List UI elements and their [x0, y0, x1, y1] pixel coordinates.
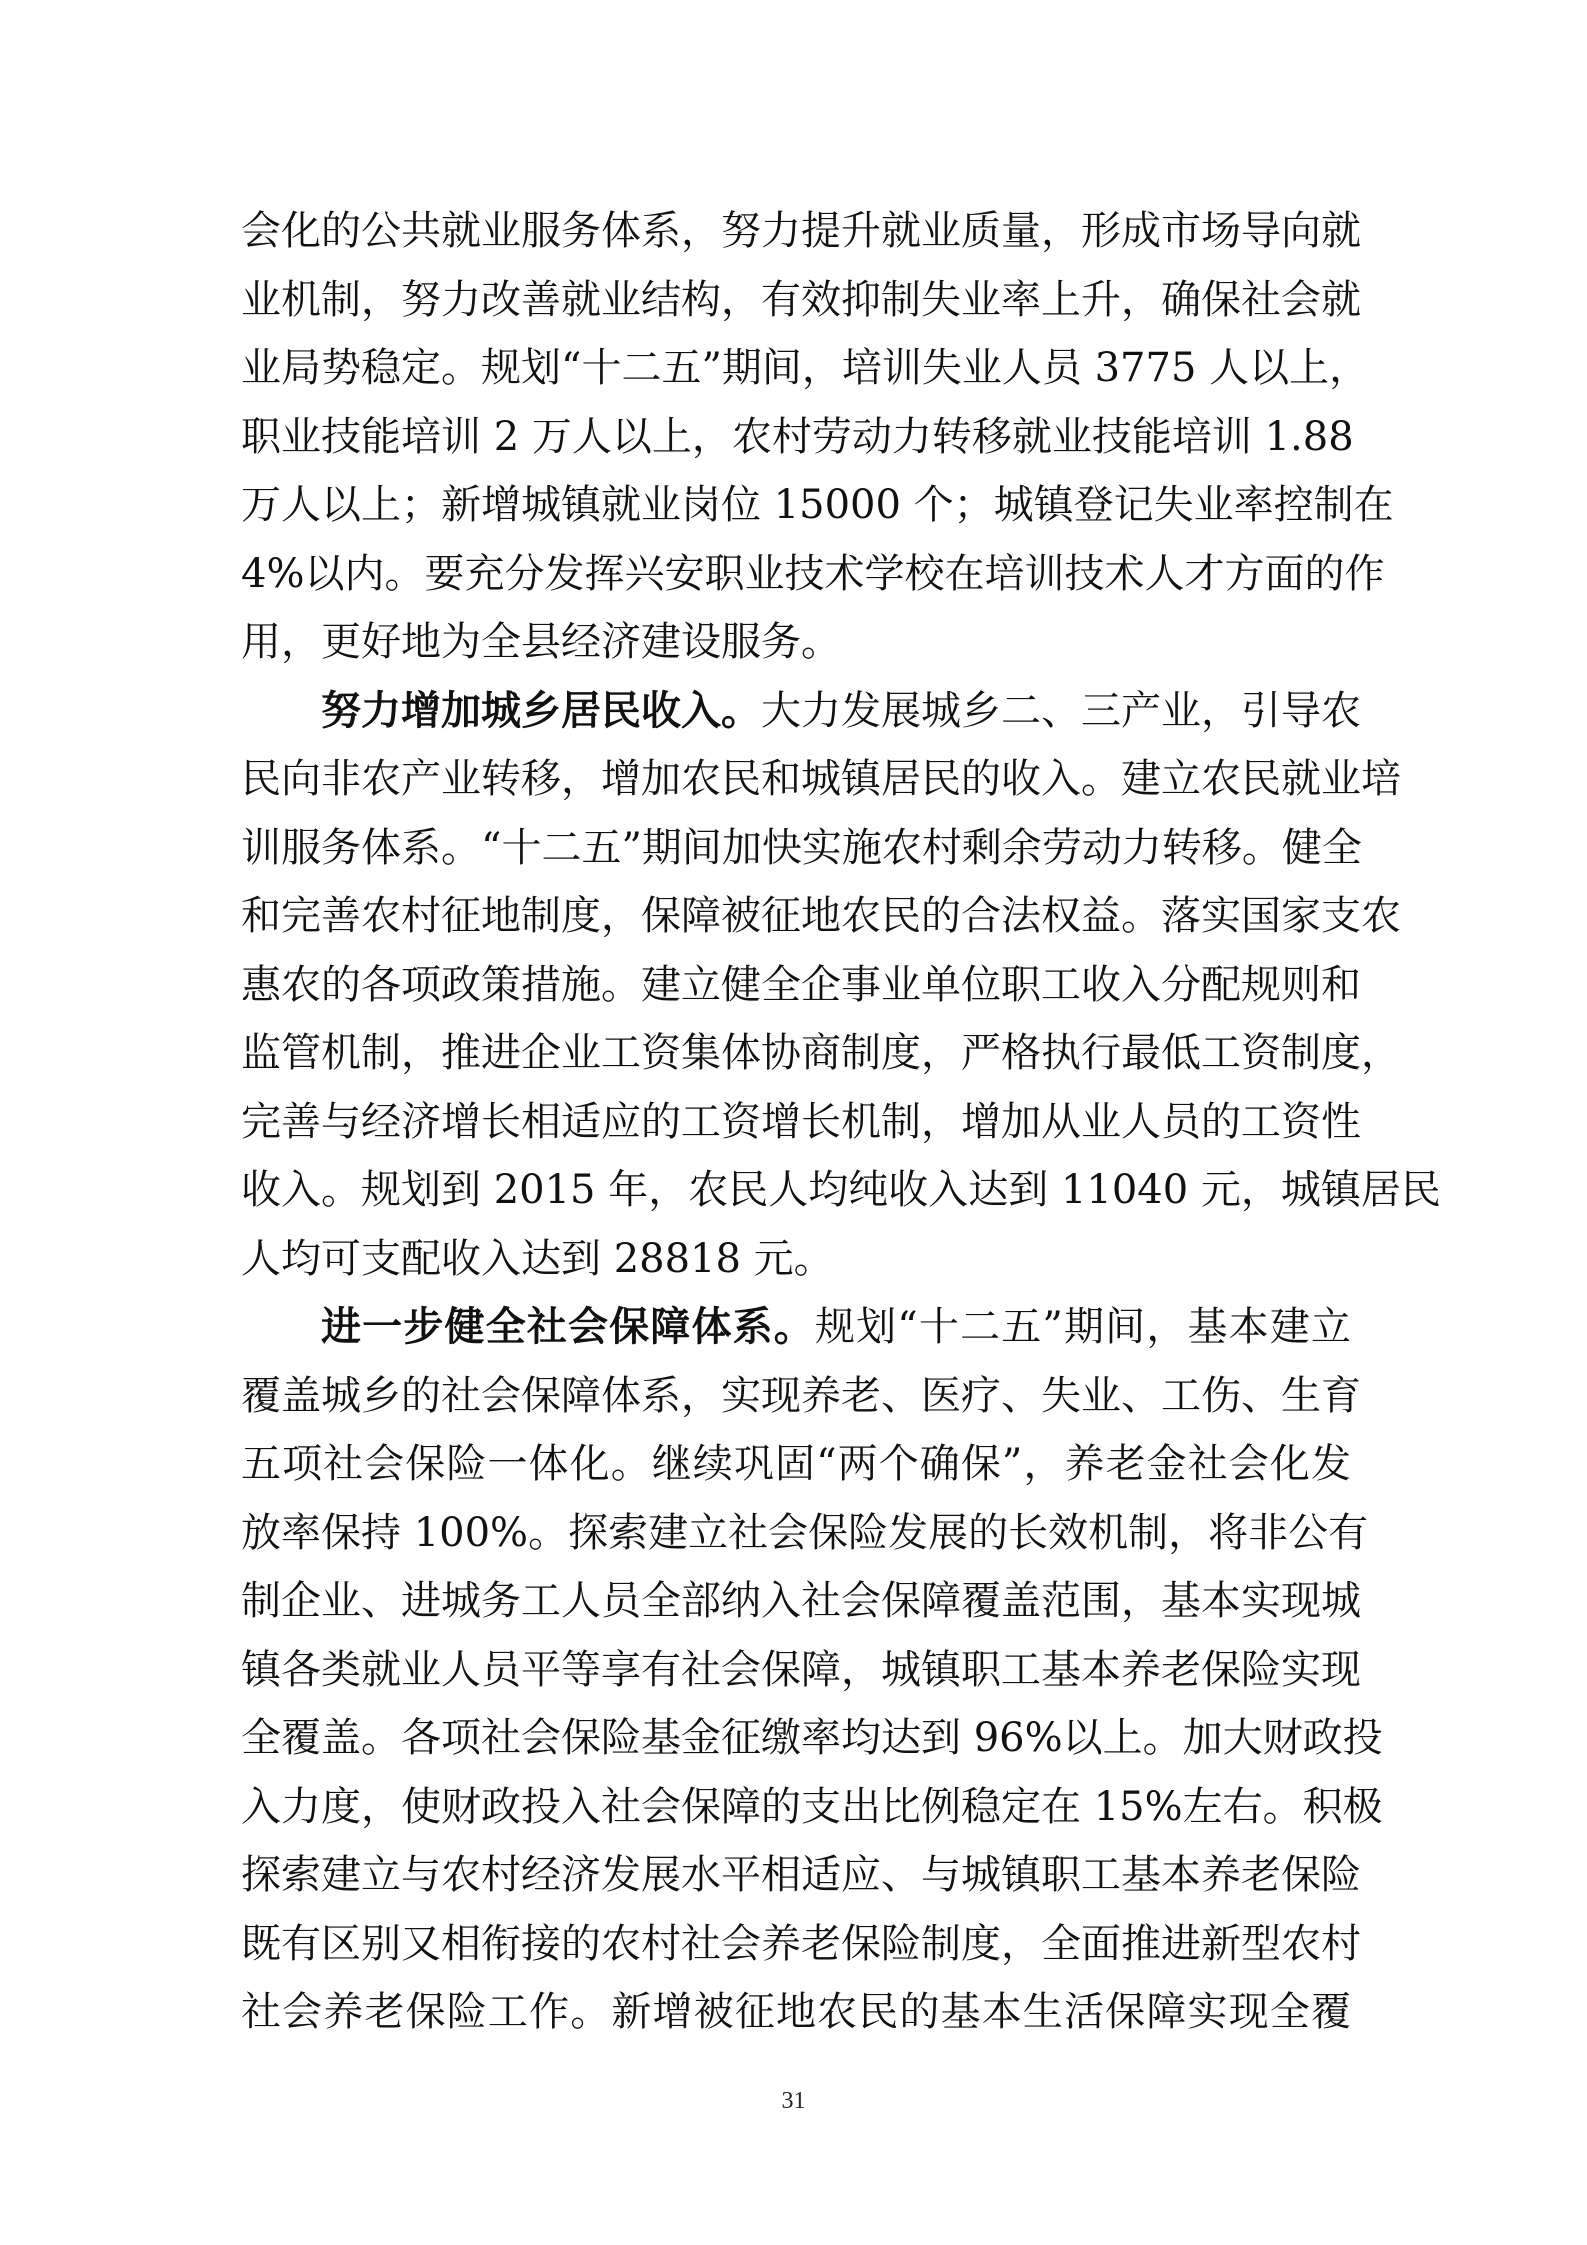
paragraph-3-line-6: 镇各类就业人员平等享有社会保障，城镇职工基本养老保险实现	[241, 1646, 1361, 1693]
paragraph-3-line-1	[241, 1293, 1351, 1362]
paragraph-2-line-8: 收入。规划到 2015 年，农民人均纯收入达到 11040 元，城镇居民	[241, 1167, 1441, 1213]
paragraph-1-line-3: 业局势稳定。规划“十二五”期间，培训失业人员 3775 人以上，	[241, 345, 1370, 391]
paragraph-1-line-6: 4%以内。要充分发挥兴安职业技术学校在培训技术人才方面的作	[241, 550, 1385, 597]
paragraph-3-line-5: 制企业、进城务工人员全部纳入社会保障覆盖范围，基本实现城	[241, 1578, 1361, 1624]
paragraph-3-line-2: 覆盖城乡的社会保障体系，实现养老、医疗、失业、工伤、生育	[241, 1372, 1361, 1419]
paragraph-1-line-5: 万人以上；新增城镇就业岗位 15000 个；城镇登记失业率控制在	[241, 482, 1394, 528]
paragraph-2-line-1	[241, 677, 1361, 746]
paragraph-3-line-3: 五项社会保险一体化。继续巩固“两个确保”，养老金社会化发	[241, 1441, 1351, 1487]
paragraph-3-line-9: 探索建立与农村经济发展水平相适应、与城镇职工基本养老保险	[241, 1852, 1361, 1898]
paragraph-3-line-7: 全覆盖。各项社会保险基金征缴率均达到 96%以上。加大财政投	[241, 1715, 1383, 1761]
paragraph-2-line-2: 民向非农产业转移，增加农民和城镇居民的收入。建立农民就业培	[241, 756, 1401, 802]
paragraph-2-line-6: 监管机制，推进企业工资集体协商制度，严格执行最低工资制度，	[241, 1030, 1401, 1076]
paragraph-2-line-7: 完善与经济增长相适应的工资增长机制，增加从业人员的工资性	[241, 1098, 1361, 1145]
paragraph-3-heading: 进一步健全社会保障体系。	[321, 1303, 815, 1350]
paragraph-2-first-line-text: 大力发展城乡二、三产业，引导农	[761, 687, 1361, 734]
paragraph-2-heading: 努力增加城乡居民收入。	[321, 686, 761, 734]
paragraph-3-line-4: 放率保持 100%。探索建立社会保险发展的长效机制，将非公有	[241, 1509, 1369, 1556]
body-text	[241, 197, 1441, 2047]
paragraph-3-line-10: 既有区别又相衔接的农村社会养老保险制度，全面推进新型农村	[241, 1920, 1361, 1967]
paragraph-2-line-3: 训服务体系。“十二五”期间加快实施农村剩余劳动力转移。健全	[241, 824, 1362, 871]
paragraph-1-line-4: 职业技能培训 2 万人以上，农村劳动力转移就业技能培训 1.88	[241, 413, 1354, 460]
paragraph-3-line-11: 社会养老保险工作。新增被征地农民的基本生活保障实现全覆	[241, 1989, 1351, 2035]
paragraph-3-first-line-text: 规划“十二五”期间，基本建立	[814, 1304, 1351, 1350]
paragraph-2-line-4: 和完善农村征地制度，保障被征地农民的合法权益。落实国家支农	[241, 893, 1401, 939]
paragraph-2-line-5: 惠农的各项政策措施。建立健全企事业单位职工收入分配规则和	[241, 961, 1361, 1008]
paragraph-1-line-1: 会化的公共就业服务体系，努力提升就业质量，形成市场导向就	[241, 208, 1361, 254]
paragraph-1-line-7: 用，更好地为全县经济建设服务。	[241, 619, 841, 665]
paragraph-3-line-8: 入力度，使财政投入社会保障的支出比例稳定在 15%左右。积极	[241, 1783, 1383, 1830]
paragraph-1-line-2: 业机制，努力改善就业结构，有效抑制失业率上升，确保社会就	[241, 276, 1361, 323]
page-number: 31	[781, 2088, 806, 2114]
paragraph-2-line-9: 人均可支配收入达到 28818 元。	[241, 1235, 834, 1282]
